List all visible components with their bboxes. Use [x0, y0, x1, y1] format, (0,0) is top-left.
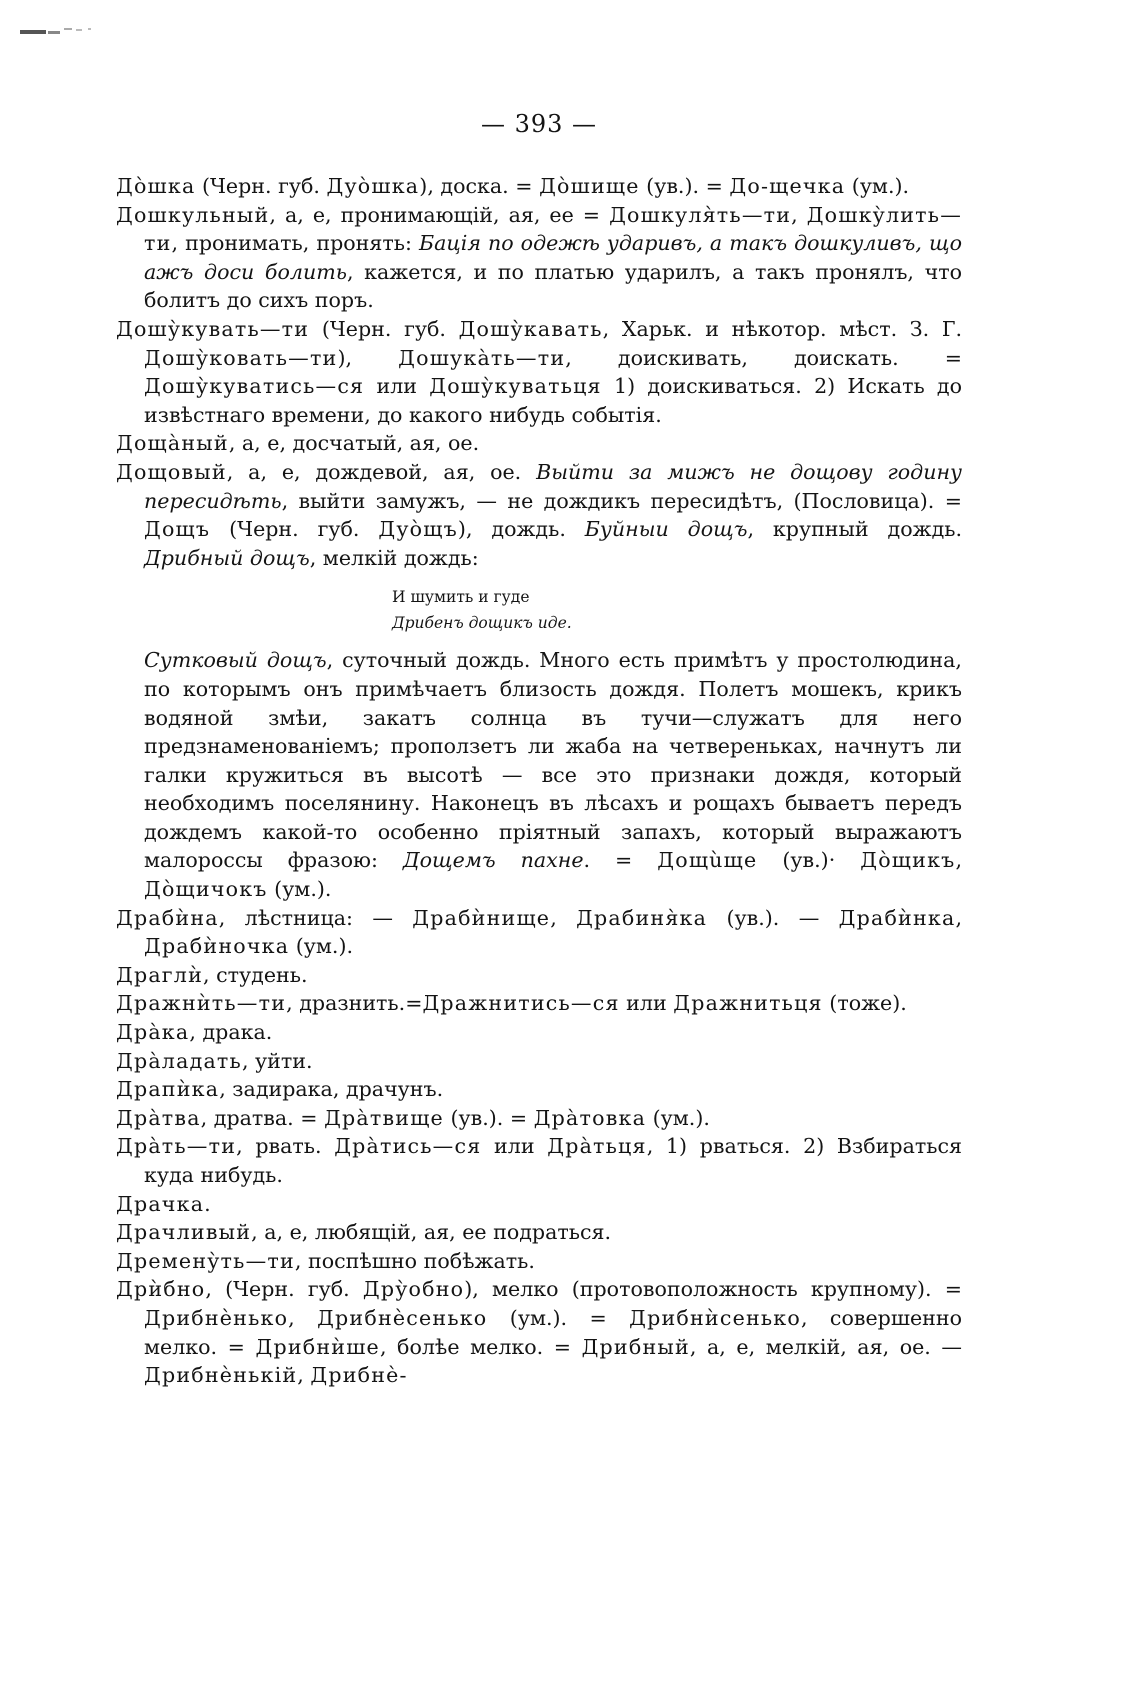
dictionary-entry: [116, 989, 962, 1018]
headword: Дрибный: [581, 1334, 690, 1359]
entry-text: (Черн. губ.: [210, 517, 379, 542]
entry-text: ,: [297, 1363, 311, 1388]
dictionary-entry: [116, 429, 962, 458]
entry-continuation: [116, 646, 962, 903]
entry-text: , дразнить.=: [286, 991, 423, 1016]
entry-text: (ув.). —: [707, 905, 839, 930]
verse-line: Дрибенъ дощикъ иде.: [392, 614, 572, 633]
entry-text: (ум.).: [845, 174, 910, 198]
entry-text: или: [481, 1134, 548, 1159]
entry-text: , Харьк. и нѣкотор. мѣст. З. Г.: [602, 316, 962, 341]
verse-line: И шумить и гуде: [392, 588, 530, 607]
headword: Дошу̀кавать: [458, 316, 603, 341]
dictionary-entry: [116, 1247, 962, 1276]
entry-text: , 1) рваться. 2) Взбираться куда нибудь.: [144, 1134, 962, 1187]
headword: Дощовый: [116, 459, 227, 484]
verse-quote: [116, 584, 962, 636]
headword: Дощùще: [657, 848, 758, 873]
entry-text: .: [204, 1191, 211, 1216]
entry-text: (ум.). =: [487, 1305, 630, 1330]
entry-text: (Черн. губ.: [309, 316, 459, 341]
entry-text: ), мелко (протовоположность крупному). =: [464, 1277, 962, 1302]
headword: Дòщичокъ: [144, 877, 268, 902]
headword: Дрибнѐ-: [310, 1363, 408, 1388]
headword: Дуòшка: [326, 174, 420, 198]
headword: Драглѝ: [116, 962, 204, 987]
headword: Дражнитьця: [673, 991, 823, 1016]
entry-text: ,: [791, 202, 807, 227]
entry-text: , а, е, досчатый, ая, ое.: [228, 431, 480, 456]
headword: Дра̀ка: [116, 1020, 190, 1045]
entry-text: , (Черн. губ.: [205, 1277, 363, 1302]
headword: Дражнитись—ся: [422, 991, 620, 1016]
entry-text: , дратва. =: [200, 1105, 325, 1130]
dictionary-entry: [116, 172, 962, 201]
entry-text: (ув.). =: [639, 174, 730, 198]
headword: Дошкульный: [116, 202, 270, 227]
headword: Дра̀тись—ся: [334, 1134, 482, 1159]
entry-text: , уйти.: [241, 1048, 313, 1073]
entry-text: 1) доискиваться. 2) Искать до извѣстнаго времени, до какого нибудь событія.: [144, 374, 962, 427]
headword: Дремену̀ть—ти: [116, 1248, 295, 1273]
italic-phrase: Буйныи дощъ: [584, 517, 748, 542]
headword: Драбѝночка: [144, 934, 290, 959]
headword: Дошу̀кувать—ти: [116, 316, 310, 341]
headword: Драбѝнище: [412, 905, 551, 930]
entry-text: , а, е, пронимающій, ая, ее =: [269, 202, 610, 227]
italic-phrase: Бація по одежѣ ударивъ, а такъ дошкуливъ, що ажъ доси болить: [144, 231, 962, 284]
headword: Драбѝна: [116, 905, 219, 930]
italic-phrase: Дощемъ пахне: [402, 848, 584, 873]
entry-text: ), доска. =: [419, 174, 540, 198]
entry-text: , драка.: [189, 1020, 273, 1045]
dictionary-entry: [116, 458, 962, 572]
headword: Дòшка: [116, 174, 196, 198]
headword: Дрѝбно: [116, 1277, 206, 1302]
dictionary-entry: [116, 1047, 962, 1076]
dictionary-entry: [116, 1075, 962, 1104]
headword: Дра̀ладать: [116, 1048, 242, 1073]
headword: Дòшище: [539, 174, 640, 198]
entry-text: , лѣстница: —: [218, 905, 413, 930]
page-number: — 393 —: [480, 110, 598, 138]
dictionary-entry: [116, 1132, 962, 1189]
headword: Дуòщъ: [378, 517, 458, 542]
entry-text: ),: [337, 345, 399, 370]
dictionary-entry: [116, 201, 962, 315]
headword: Дрибнѐнько: [144, 1305, 289, 1330]
headword: До-: [729, 174, 770, 198]
headword: Дошку̀лить—ти: [144, 202, 962, 256]
headword: Дра̀ть—ти: [116, 1134, 237, 1159]
dictionary-entry: [116, 1190, 962, 1219]
headword: Дощъ: [144, 517, 211, 542]
entry-text: , мелкій дождь:: [309, 545, 479, 570]
entry-text: (ум.).: [289, 934, 354, 959]
headword: Дошука̀ть—ти: [398, 345, 566, 370]
headword: Дра̀тьця: [547, 1134, 647, 1159]
dictionary-entry: [116, 1104, 962, 1133]
headword: Дрибнѝше: [255, 1334, 380, 1359]
headword: Дрибнѝсенько: [629, 1305, 801, 1330]
dictionary-entry: [116, 904, 962, 961]
entry-text: , рвать.: [236, 1134, 335, 1159]
entry-text: , кажется, и по платью ударилъ, а такъ пронялъ, что болитъ до сихъ поръ.: [144, 259, 962, 313]
entry-text: , крупный дождь.: [747, 517, 963, 542]
italic-phrase: Выйти за мижъ не дощову годину пересидѣть: [144, 459, 962, 513]
headword: Драчливый: [116, 1220, 252, 1245]
entry-text: , а, е, дождевой, ая, ое.: [226, 459, 537, 484]
headword: Драчка: [116, 1191, 205, 1216]
headword: Дòщикъ: [860, 848, 956, 873]
entry-text: ,: [550, 905, 577, 930]
headword: Дрибнѐнькій: [144, 1363, 298, 1388]
headword: Дошкуля̀ть—ти: [609, 202, 792, 227]
entry-text: (ум.).: [267, 877, 332, 902]
entry-list-2: [116, 904, 962, 1390]
entry-text: (ув.)·: [757, 848, 861, 873]
entry-text: , а, е, любящій, ая, ее подраться.: [251, 1220, 612, 1245]
dictionary-entry: [116, 315, 962, 429]
entry-text: ,: [955, 848, 962, 873]
entry-text: , задирака, драчунъ.: [219, 1077, 444, 1102]
entry-text: , совершенно мелко. =: [144, 1305, 962, 1359]
entry-text: ), дождь.: [457, 517, 585, 542]
entry-text: (ув.). =: [443, 1105, 534, 1130]
headword: Дошу̀куватьця: [429, 374, 602, 399]
entry-text: , поспѣшно побѣжать.: [294, 1248, 535, 1273]
entry-text: или: [364, 374, 430, 399]
dictionary-entry: [116, 961, 962, 990]
entry-text: (тоже).: [822, 991, 907, 1016]
dictionary-entry: [116, 1275, 962, 1389]
entry-text: , доискивать, доискать. =: [565, 345, 962, 370]
entry-text: , студень.: [203, 962, 308, 987]
headword: Дошу̀куватись—ся: [144, 374, 365, 399]
italic-phrase: Дрибный дощъ: [144, 545, 310, 570]
scan-smudge: [14, 14, 164, 44]
entry-text: , выйти замужъ, — не дождикъ пересидѣтъ, (Пословица). =: [281, 488, 962, 513]
entry-text: , а, е, мелкій, ая, ое. —: [689, 1334, 962, 1359]
entry-text: ,: [288, 1305, 318, 1330]
entry-text: ,: [955, 905, 962, 930]
headword: Дрибнѐсенько: [317, 1305, 488, 1330]
headword: Дражнѝть—ти: [116, 991, 287, 1016]
entry-text: . =: [583, 848, 658, 873]
headword: Драпѝка: [116, 1077, 220, 1102]
headword: Драбѝнка: [838, 905, 956, 930]
dictionary-entry: [116, 1018, 962, 1047]
headword: щечка: [769, 174, 846, 198]
entry-text: или: [619, 991, 674, 1016]
entry-text: , болѣе мелко. =: [379, 1334, 582, 1359]
entry-text: , пронимать, пронять:: [171, 231, 419, 256]
headword: Дра̀твище: [324, 1105, 444, 1130]
entry-list: [116, 172, 962, 572]
headword: Доща̀ный: [116, 431, 229, 456]
headword: Дра̀товка: [533, 1105, 647, 1130]
entry-text: (ум.).: [646, 1105, 710, 1130]
italic-phrase: Сутковый дощъ: [144, 648, 327, 673]
dictionary-entry: [116, 1218, 962, 1247]
headword: Дру̀обно: [362, 1277, 465, 1302]
headword: Дошу̀ковать—ти: [144, 345, 338, 370]
dictionary-text: [116, 172, 962, 1390]
entry-text: , суточный дождь. Много есть примѣтъ у простолюдина, по которымъ онъ примѣчаетъ близость дождя. Полетъ мошекъ, крикъ водяной змѣи, закатъ солнца въ тучи—служатъ для него предзнаменованіемъ; проползетъ ли жаба на четвереньках, начнутъ ли галки кружиться въ высотѣ — все это признаки дождя, который необходимъ поселянину. Наконецъ въ лѣсахъ и рощахъ бываетъ передъ дождемъ какой-то особенно пріятный запахъ, который выражаютъ малороссы фразою:: [144, 648, 962, 873]
headword: Драбиня̀ка: [576, 905, 708, 930]
headword: Дра̀тва: [116, 1105, 201, 1130]
entry-text: (Черн. губ.: [195, 174, 327, 198]
